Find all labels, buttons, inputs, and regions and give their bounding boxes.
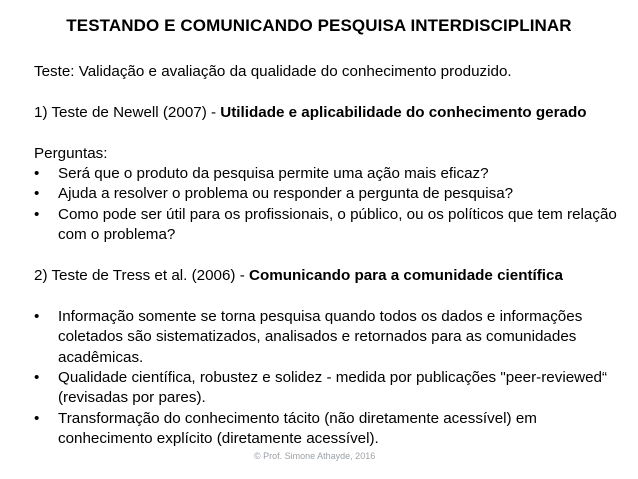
test2-heading — [34, 266, 624, 286]
bullet-icon: • — [34, 369, 40, 387]
bullet-icon: • — [34, 165, 40, 182]
questions-heading: Perguntas: — [34, 144, 108, 162]
bullet-icon: • — [34, 307, 40, 325]
test1-prefix: 1) Teste de Newell (2007) - — [34, 103, 221, 121]
test2-prefix: 2) Teste de Tress et al. (2006) - — [34, 267, 249, 285]
bullet-icon: • — [34, 409, 40, 427]
spacer — [34, 123, 624, 143]
question-text: Será que o produto da pesquisa permite uma ação mais eficaz? — [58, 165, 489, 182]
list-item — [34, 307, 624, 368]
point-text: Informação somente se torna pesquisa quando todos os dados e informações coletados são sistematizados, analisados e retornados para as comunidades acadêmicas. — [58, 307, 583, 366]
slide-title: TESTANDO E COMUNICANDO PESQUISA INTERDISCIPLINAR — [66, 16, 572, 35]
test1-emphasis: Utilidade e aplicabilidade do conhecimento gerado — [220, 103, 587, 121]
point-text: Transformação do conhecimento tácito (não diretamente acessível) em conhecimento explícito (diretamente acessível). — [58, 409, 537, 448]
question-text: Ajuda a resolver o problema ou responder a pergunta de pesquisa? — [58, 185, 514, 203]
test2-emphasis: Comunicando para a comunidade científica — [248, 267, 563, 285]
question-text: Como pode ser útil para os profissionais, o público, ou os políticos que tem relação com o problema? — [58, 205, 617, 244]
list-item — [34, 409, 624, 450]
list-item — [34, 164, 624, 184]
questions-list — [34, 164, 624, 246]
list-item — [34, 184, 624, 204]
intro-text: Teste: Validação e avaliação da qualidade do conhecimento produzido. — [34, 63, 512, 80]
bullet-icon: • — [34, 185, 40, 203]
spacer — [34, 82, 624, 102]
bullet-icon: • — [34, 205, 40, 223]
spacer — [34, 246, 624, 266]
spacer — [34, 286, 624, 306]
slide-body — [34, 62, 624, 450]
list-item — [34, 368, 624, 409]
test1-heading — [34, 103, 624, 123]
list-item — [34, 205, 624, 246]
footer-credit: © Prof. Simone Athayde, 2016 — [254, 451, 376, 461]
points-list — [34, 307, 624, 450]
point-text: Qualidade científica, robustez e solidez - medida por publicações "peer-reviewed“ (revisadas por pares). — [58, 369, 608, 407]
